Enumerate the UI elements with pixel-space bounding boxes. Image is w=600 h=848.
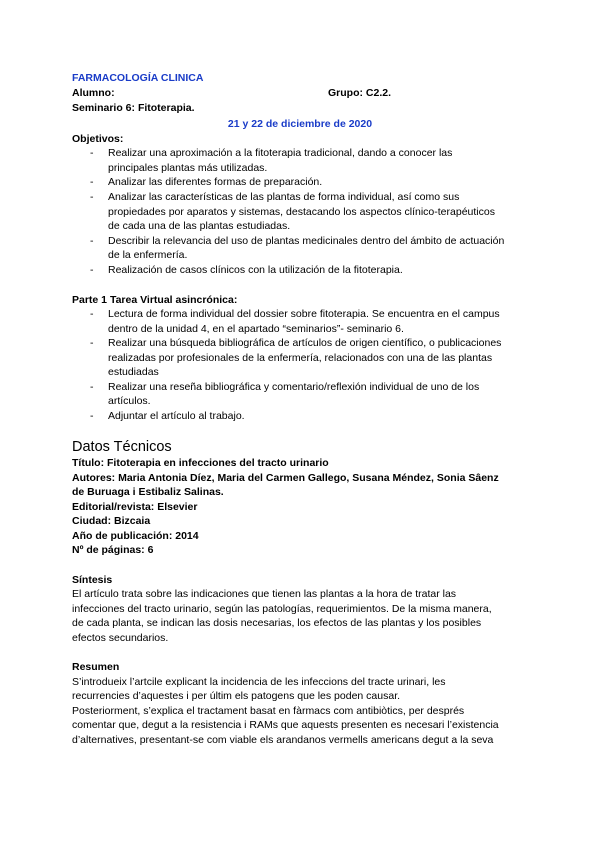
datos-authors-cont: de Buruaga i Estibaliz Salinas. (72, 486, 224, 498)
resumen-line: Posteriorment, s’explica el tractament basat en fàrmacs com antibiòtics, per després (72, 705, 465, 717)
resumen-line: recurrencies d’aquestes i per últim els patogens que les poden causar. (72, 690, 401, 702)
part1-heading: Parte 1 Tarea Virtual asincrónica: (72, 294, 238, 306)
task-line: realizadas por profesionales de la enfermería, relacionados con una de las plantas (108, 352, 493, 364)
objective-line: Analizar las diferentes formas de preparación. (108, 176, 323, 188)
datos-year: Año de publicación: 2014 (72, 530, 199, 542)
task-line: Realizar una búsqueda bibliográfica de artículos de origen científico, o publicaciones (108, 337, 502, 349)
resumen-line: d’alternatives, presentant-se com viable els arandanos vermells americans degut a la seva (72, 734, 494, 746)
datos-heading: Datos Técnicos (72, 439, 172, 455)
bullet: - (90, 235, 94, 247)
objective-line: principales plantas más utilizadas. (108, 162, 268, 174)
objective-line: de la enfermería. (108, 249, 188, 261)
objective-line: de cada una de las plantas estudiadas. (108, 220, 291, 232)
group-label: Grupo: C2.2. (328, 87, 392, 99)
student-label: Alumno: (72, 87, 115, 99)
bullet: - (90, 381, 94, 393)
date-line: 21 y 22 de diciembre de 2020 (227, 118, 373, 130)
sintesis-line: efectos secundarios. (72, 632, 169, 644)
bullet: - (90, 410, 94, 422)
objectives-heading: Objetivos: (72, 133, 124, 145)
resumen-heading: Resumen (72, 661, 120, 673)
task-line: Lectura de forma individual del dossier sobre fitoterapia. Se encuentra en el campus (108, 308, 500, 320)
task-line: artículos. (108, 395, 151, 407)
sintesis-line: de cada planta, se indican las dosis necesarias, los efectos de las plantas y los posibles (72, 617, 482, 629)
resumen-line: S’introdueix l’artcile explicant la incidencia de les infeccions del tracte urinari, les (72, 676, 446, 688)
seminar-title: Seminario 6: Fitoterapia. (72, 102, 195, 114)
task-line: Adjuntar el artículo al trabajo. (108, 410, 245, 422)
bullet: - (90, 191, 94, 203)
task-line: Realizar una reseña bibliográfica y comentario/reflexión individual de uno de los (108, 381, 480, 393)
task-line: dentro de la unidad 4, en el apartado “seminarios”- seminario 6. (108, 323, 404, 335)
datos-authors: Autores: Maria Antonia Díez, Maria del Carmen Gallego, Susana Méndez, Sonia Sâenz (72, 472, 499, 484)
task-line: estudiadas (108, 366, 159, 378)
datos-editorial: Editorial/revista: Elsevier (72, 501, 198, 513)
bullet: - (90, 264, 94, 276)
datos-city: Ciudad: Bizcaia (72, 515, 151, 527)
course-title: FARMACOLOGÍA CLINICA (72, 72, 204, 84)
sintesis-line: infecciones del tracto urinario, según las patologías, requerimientos. De la misma manera, (72, 603, 492, 615)
bullet: - (90, 147, 94, 159)
objective-line: Realizar una aproximación a la fitoterapia tradicional, dando a conocer las (108, 147, 453, 159)
resumen-line: comentar que, degut a la resistencia i RAMs que aquests presenten es necesari l’existencia (72, 719, 499, 731)
sintesis-heading: Síntesis (72, 574, 113, 586)
objective-line: Describir la relevancia del uso de plantas medicinales dentro del ámbito de actuación (108, 235, 505, 247)
bullet: - (90, 176, 94, 188)
bullet: - (90, 308, 94, 320)
objective-line: propiedades por aparatos y sistemas, destacando los aspectos clínico-terapéuticos (108, 206, 495, 218)
bullet: - (90, 337, 94, 349)
datos-pages: Nº de páginas: 6 (72, 544, 154, 556)
objective-line: Analizar las características de las plantas de forma individual, así como sus (108, 191, 460, 203)
datos-title: Título: Fitoterapia en infecciones del tracto urinario (72, 457, 329, 469)
objective-line: Realización de casos clínicos con la utilización de la fitoterapia. (108, 264, 403, 276)
sintesis-line: El artículo trata sobre las indicaciones que tienen las plantas a la hora de tratar las (72, 588, 457, 600)
